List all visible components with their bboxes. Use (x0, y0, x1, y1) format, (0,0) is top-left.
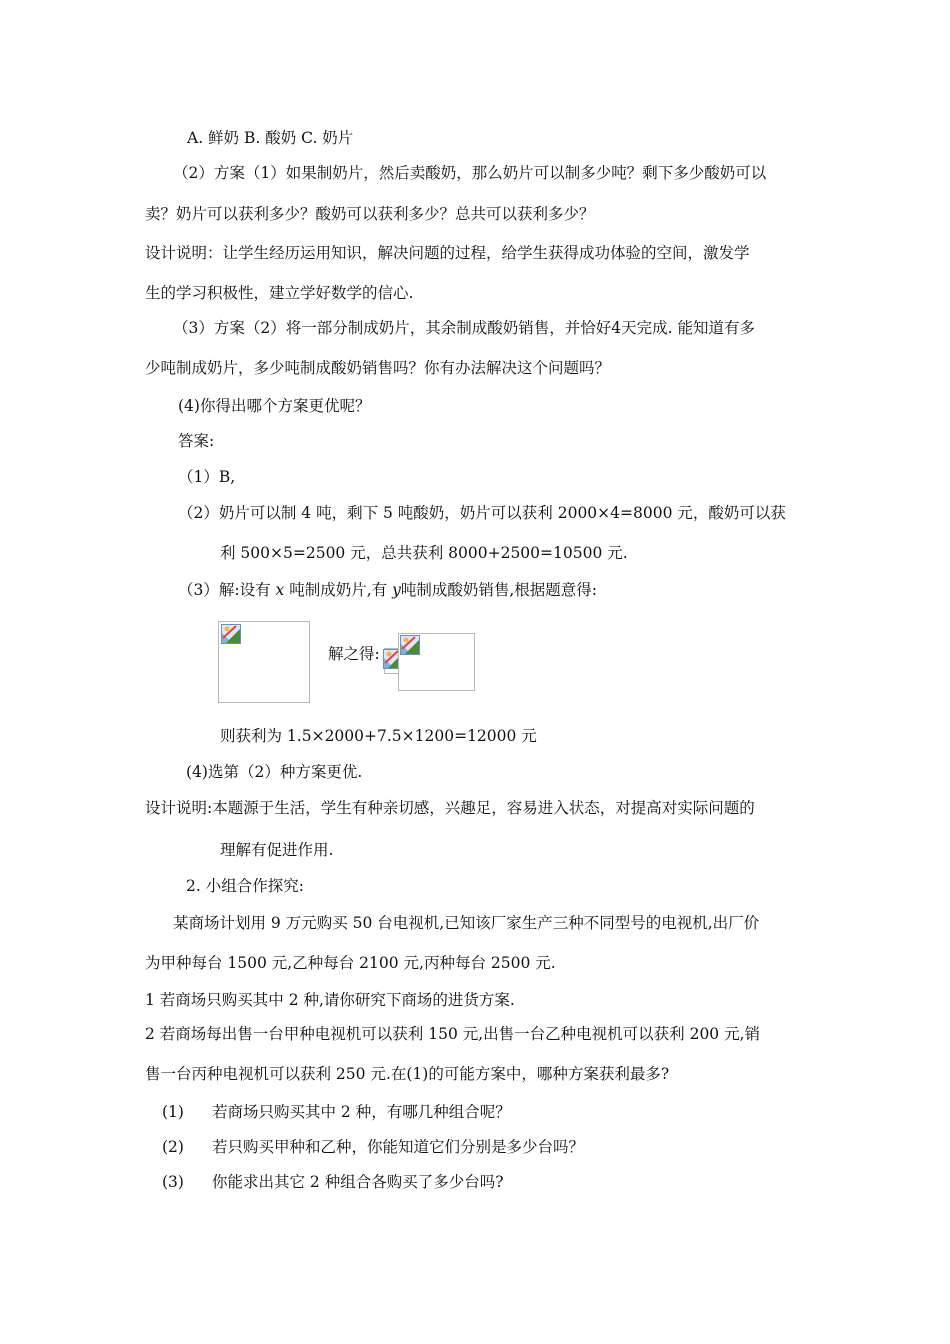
answer-4: (4)选第（2）种方案更优. (186, 763, 363, 781)
answer-2-line-2: 利 500×5=2500 元，总共获利 8000+2500=10500 元. (220, 544, 628, 562)
question-2-line-2: 卖？奶片可以获利多少？酸奶可以获利多少？总共可以获利多少？ (145, 205, 595, 223)
question-4: (4)你得出哪个方案更优呢？ (178, 397, 371, 415)
section-2-heading: 2. 小组合作探究: (186, 877, 304, 895)
sub-question-3: 你能求出其它 2 种组合各购买了多少台吗? (212, 1173, 504, 1191)
question-3-line-1: （3）方案（2）将一部分制成奶片，其余制成酸奶销售，并恰好4天完成. 能知道有多 (173, 319, 755, 337)
design-note-1-line-2: 生的学习积极性，建立学好数学的信心. (145, 284, 414, 302)
variable-y: y (392, 581, 401, 599)
solution-image (398, 633, 475, 691)
answer-3-line (178, 580, 597, 600)
question-2-line-1: （2）方案（1）如果制奶片，然后卖酸奶，那么奶片可以制多少吨？剩下多少酸奶可以 (173, 164, 767, 182)
problem-question-2-line-2: 售一台丙种电视机可以获利 250 元.在(1)的可能方案中，哪种方案获利最多? (145, 1065, 670, 1083)
sub-question-2-number: (2) (162, 1138, 184, 1156)
answer-1: （1）B, (178, 468, 236, 486)
profit-line: 则获利为 1.5×2000+7.5×1200=12000 元 (220, 727, 537, 745)
sub-question-3-number: (3) (162, 1173, 184, 1191)
design-note-2-line-2: 理解有促进作用. (220, 841, 334, 859)
problem-line-1: 某商场计划用 9 万元购买 50 台电视机,已知该厂家生产三种不同型号的电视机,出厂价 (173, 914, 760, 932)
question-3-line-2: 少吨制成奶片，多少吨制成酸奶销售吗？你有办法解决这个问题吗？ (145, 359, 611, 377)
answer-3-suffix: 吨制成酸奶销售,根据题意得: (400, 581, 597, 599)
problem-line-2: 为甲种每台 1500 元,乙种每台 2100 元,丙种每台 2500 元. (145, 954, 556, 972)
variable-x: x (275, 581, 285, 599)
sub-question-1-number: (1) (162, 1103, 184, 1121)
solve-label: 解之得: (328, 645, 380, 663)
answer-heading: 答案: (178, 432, 215, 450)
sub-question-1: 若商场只购买其中 2 种，有哪几种组合呢？ (212, 1103, 511, 1121)
equation-system-image (218, 621, 310, 703)
answer-2-line-1: （2）奶片可以制 4 吨，剩下 5 吨酸奶，奶片可以获利 2000×4=8000 元，酸奶可以获 (178, 504, 786, 522)
answer-3-middle: 吨制成奶片,有 (284, 581, 393, 599)
problem-question-1: 1 若商场只购买其中 2 种,请你研究下商场的进货方案. (145, 991, 515, 1009)
broken-image-icon (221, 624, 241, 644)
answer-options: A. 鲜奶 B. 酸奶 C. 奶片 (187, 129, 354, 147)
problem-question-2-line-1: 2 若商场每出售一台甲种电视机可以获利 150 元,出售一台乙种电视机可以获利 200 元,销 (145, 1025, 761, 1043)
broken-image-icon (400, 635, 420, 655)
answer-3-prefix: （3）解:设有 (178, 581, 276, 599)
sub-question-2: 若只购买甲种和乙种，你能知道它们分别是多少台吗？ (212, 1138, 585, 1156)
design-note-1-line-1: 设计说明：让学生经历运用知识，解决问题的过程，给学生获得成功体验的空间，激发学 (145, 244, 750, 262)
design-note-2-line-1: 设计说明:本题源于生活，学生有种亲切感，兴趣足，容易进入状态，对提高对实际问题的 (145, 799, 755, 817)
